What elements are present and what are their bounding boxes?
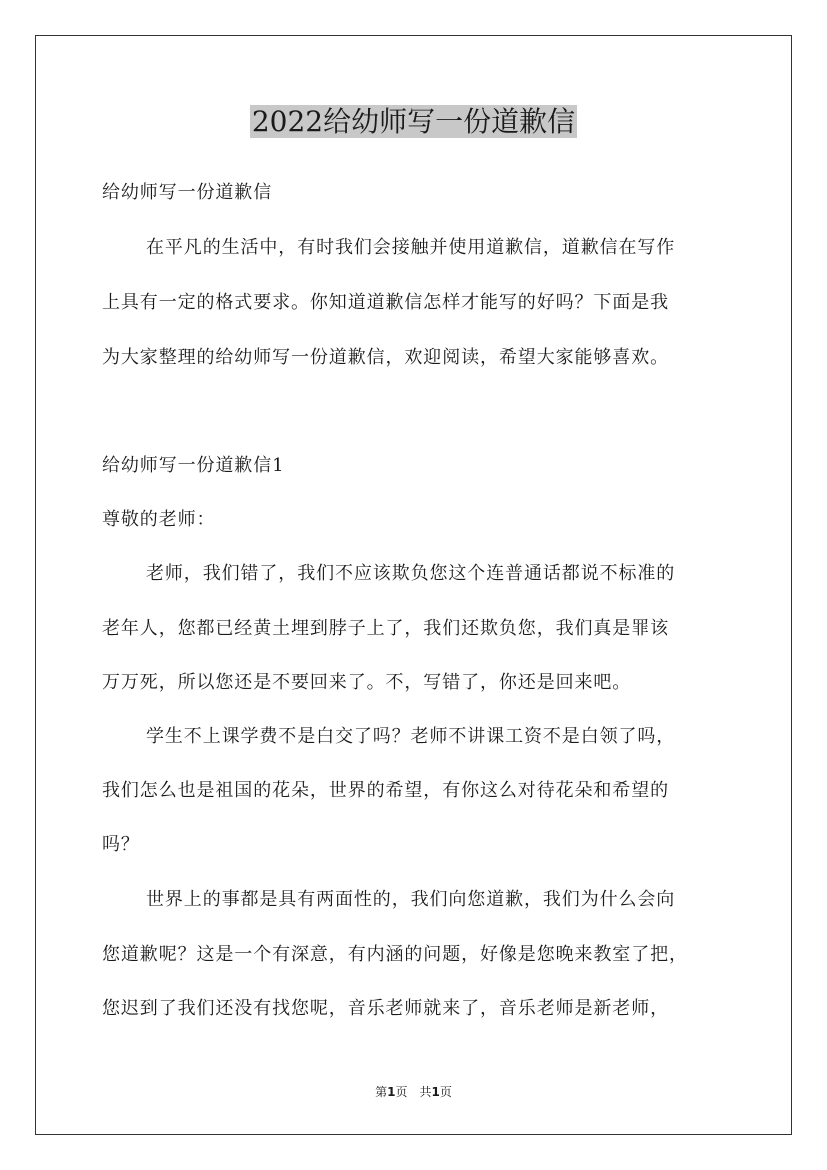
body-line-7: 世界上的事都是具有两面性的，我们向您道歉，我们为什么会向 (146, 889, 676, 910)
body-line-3: 万万死，所以您还是不要回来了。不，写错了，你还是回来吧。 (102, 672, 632, 693)
body-line-6: 吗？ (102, 834, 140, 855)
salutation: 尊敬的老师： (102, 509, 216, 530)
body-line-1: 老师，我们错了，我们不应该欺负您这个连普通话都说不标准的 (146, 563, 676, 584)
subtitle: 给幼师写一份道歉信 (102, 182, 273, 203)
page-footer (0, 1084, 827, 1100)
intro-line-2: 上具有一定的格式要求。你知道道歉信怎样才能写的好吗？下面是我 (102, 292, 669, 313)
body-line-8: 您道歉呢？这是一个有深意，有内涵的问题，好像是您晚来教室了把， (102, 944, 688, 965)
intro-line-1: 在平凡的生活中，有时我们会接触并使用道歉信，道歉信在写作 (146, 237, 676, 258)
body-line-2: 老年人，您都已经黄土埋到脖子上了，我们还欺负您，我们真是罪该 (102, 618, 669, 639)
section-heading: 给幼师写一份道歉信1 (102, 455, 285, 476)
document-title (0, 100, 827, 144)
title-text: 2022给幼师写一份道歉信 (251, 105, 576, 138)
footer-page-number: 1 (387, 1085, 396, 1099)
body-line-9: 您迟到了我们还没有找您呢，音乐老师就来了，音乐老师是新老师， (102, 998, 669, 1019)
intro-line-3: 为大家整理的给幼师写一份道歉信，欢迎阅读，希望大家能够喜欢。 (102, 347, 669, 368)
footer-suffix: 页 (439, 1085, 452, 1099)
body-line-5: 我们怎么也是祖国的花朵，世界的希望，有你这么对待花朵和希望的 (102, 780, 669, 801)
body-line-4: 学生不上课学费不是白交了吗？老师不讲课工资不是白领了吗， (146, 726, 676, 747)
footer-mid: 页 共 (395, 1085, 432, 1099)
footer-prefix: 第 (375, 1085, 388, 1099)
footer-page-total: 1 (431, 1085, 440, 1099)
